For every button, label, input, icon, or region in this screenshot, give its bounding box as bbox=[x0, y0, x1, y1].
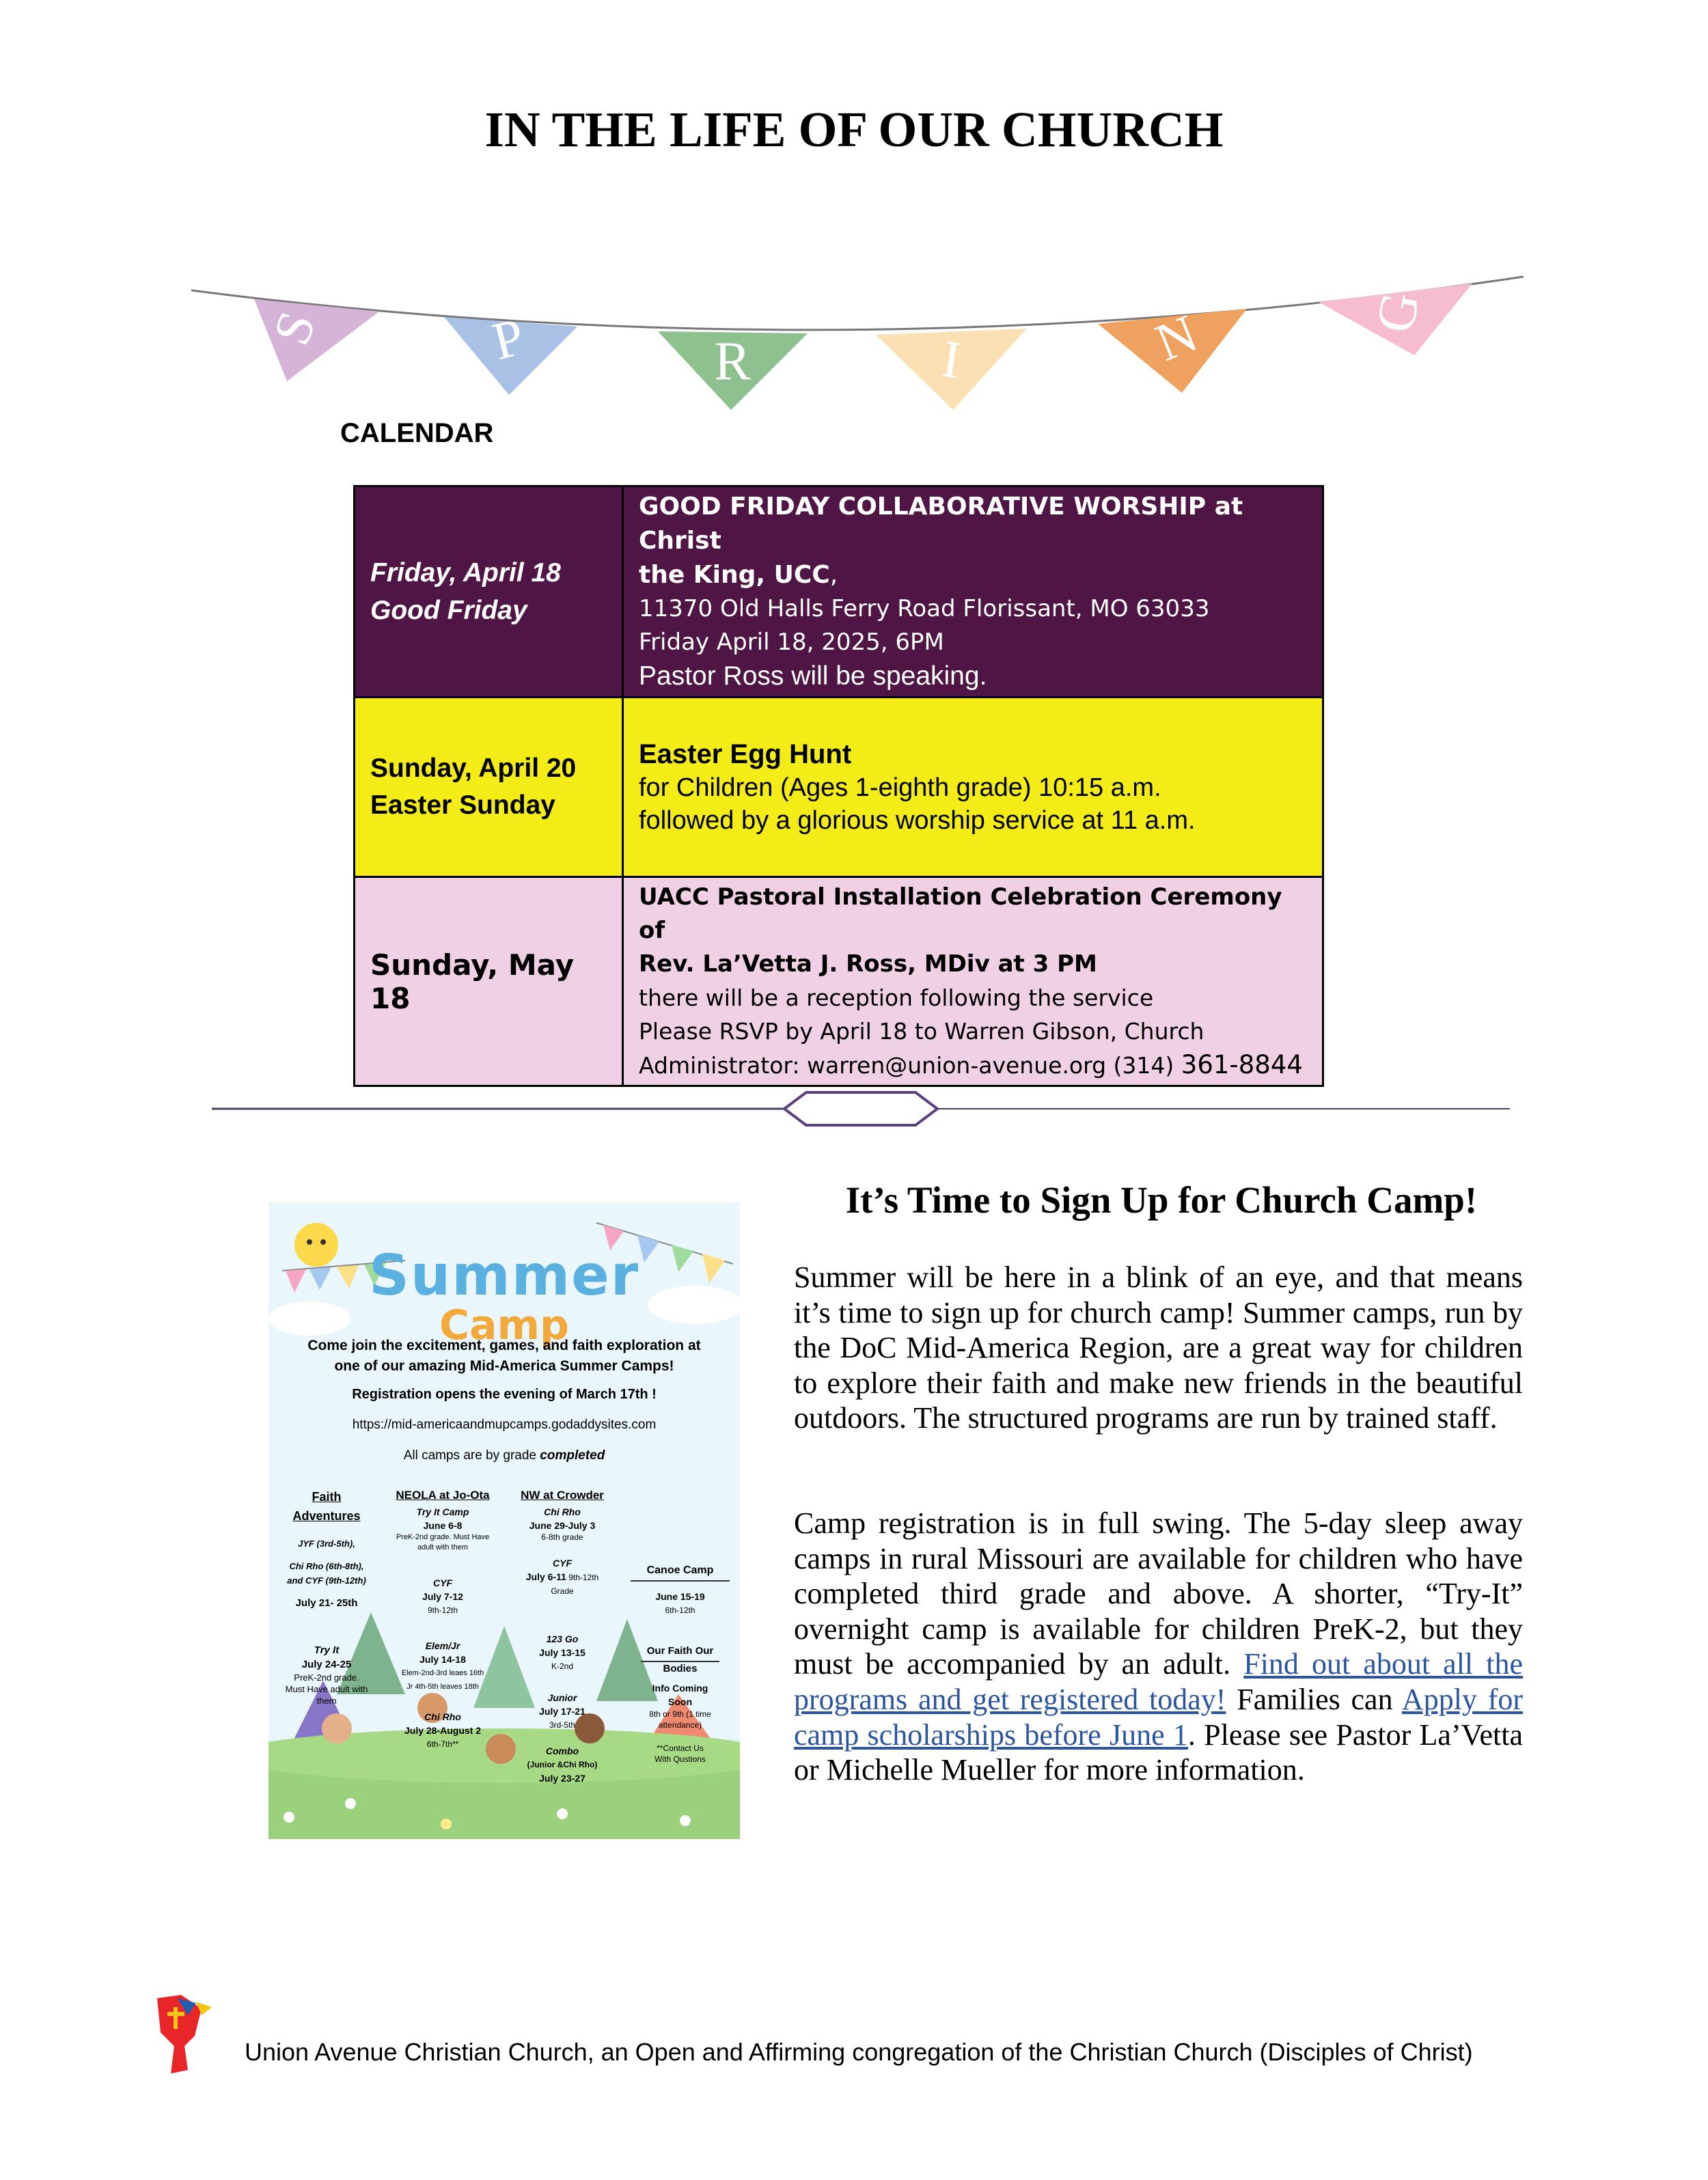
child-figure bbox=[322, 1713, 352, 1743]
table-row bbox=[355, 486, 1323, 698]
event-address: 11370 Old Halls Ferry Road Florissant, MO 63033 bbox=[639, 595, 1210, 622]
event-note: Pastor Ross will be speaking. bbox=[639, 661, 987, 691]
event-detail: for Children (Ages 1-eighth grade) 10:15 a.m. bbox=[639, 773, 1161, 802]
flower bbox=[441, 1819, 452, 1830]
pennant-s bbox=[254, 299, 379, 381]
event-day-name: Good Friday bbox=[370, 596, 527, 625]
pennant-letter-g: G bbox=[1364, 288, 1431, 337]
table-row bbox=[355, 698, 1323, 877]
camp-paragraph-intro: Summer will be here in a blink of an eye, and that means it’s time to sign up for church camp! Summer camps, run by the DoC Mid-America Region, are a great way for children to explore their faith and make new friends in the beautiful outdoors. The structured programs are run by trained staff. bbox=[794, 1260, 1523, 1435]
event-title: Rev. La’Vetta J. Ross, MDiv at 3 PM bbox=[639, 950, 1097, 978]
chalice-logo-icon bbox=[154, 1995, 222, 2077]
event-date-cell bbox=[355, 698, 623, 877]
calendar-table bbox=[353, 485, 1324, 1087]
table-row bbox=[355, 877, 1323, 1086]
event-title: the King, UCC, bbox=[639, 561, 838, 589]
flower bbox=[284, 1812, 294, 1823]
camp-registration-link[interactable]: Find out about all the programs and get registered today! bbox=[794, 1647, 1523, 1716]
flyer-title-summer: Summer bbox=[368, 1243, 640, 1308]
flyer-title-camp: Camp bbox=[439, 1301, 569, 1349]
pennant-i bbox=[876, 329, 1027, 410]
section-divider bbox=[212, 1086, 1510, 1127]
camp-scholarship-link[interactable]: Apply for camp scholarships before June 1 bbox=[794, 1682, 1523, 1752]
calendar-label: CALENDAR bbox=[340, 418, 494, 448]
event-detail: followed by a glorious worship service at 11 a.m. bbox=[639, 806, 1196, 835]
flower bbox=[680, 1815, 691, 1826]
pennant-g bbox=[1319, 284, 1472, 355]
event-detail-cell bbox=[623, 486, 1323, 698]
footer-text: Union Avenue Christian Church, an Open and Affirming congregation of the Christian Church (Disciples of Christ) bbox=[245, 2038, 1473, 2066]
flyer-col-faith-adventures: Faith Adventures JYF (3rd-5th), Chi Rho (6th-8th), and CYF (9th-12th) July 21- 25th Try It July 24-25 PreK-2nd grade. Must Have adult with them bbox=[285, 1490, 368, 1706]
event-title: GOOD FRIDAY COLLABORATIVE WORSHIP at Christ bbox=[639, 493, 1243, 555]
event-date-cell bbox=[355, 486, 623, 698]
camp-paragraph-registration: Camp registration is in full swing. The 5-day sleep away camps in rural Missouri are available for children who have completed third grade and above. A shorter, “Try-It” overnight camp is available for children PreK-2, but they must be accompanied by an adult. Find out about all the programs and get registered today! Families can Apply for camp scholarships before June 1. Please see Pastor La’Vetta or Michelle Mueller for more information. bbox=[794, 1506, 1523, 1787]
flower bbox=[557, 1808, 568, 1819]
event-detail: there will be a reception following the service bbox=[639, 984, 1154, 1011]
pennant-p bbox=[444, 306, 577, 395]
summer-camp-flyer bbox=[268, 1202, 740, 1839]
event-title: Easter Egg Hunt bbox=[639, 739, 852, 769]
logo-red-cup bbox=[157, 1995, 202, 2073]
flyer-url: https://mid-americaandmupcamps.godaddysites.com bbox=[352, 1418, 657, 1432]
event-contact: Administrator: warren@union-avenue.org (314) 361-8844 bbox=[639, 1050, 1303, 1079]
event-date: Sunday, April 20 bbox=[370, 754, 577, 783]
flyer-intro: Come join the excitement, games, and faith exploration at bbox=[307, 1338, 701, 1353]
event-day-name: Easter Sunday bbox=[370, 790, 555, 820]
flyer-registration: Registration opens the evening of March 17th ! bbox=[352, 1387, 657, 1402]
pennant-letter-i: I bbox=[938, 328, 965, 390]
pennant-letter-s: S bbox=[260, 303, 327, 353]
pennant-r bbox=[658, 331, 808, 410]
event-date: Friday, April 18 bbox=[370, 558, 561, 588]
flyer-col-nw-crowder: NW at Crowder Chi Rho June 29-July 3 6-8th grade CYF July 6-11 9th-12th Grade 123 Go July 13-15 K-2nd Junior July 17-21 3rd-5th Combo (Junior &Chi Rho) July 23-27 bbox=[521, 1489, 604, 1784]
event-detail-cell bbox=[623, 877, 1323, 1086]
flyer-col-canoe: Canoe Camp June 15-19 6th-12th Our Faith Our Bodies Info Coming Soon 8th or 9th (1 time attendance) **Contact Us With Qustions bbox=[631, 1561, 730, 1765]
pennant-n bbox=[1098, 303, 1247, 393]
event-date-cell bbox=[355, 877, 623, 1086]
page-title: IN THE LIFE OF OUR CHURCH bbox=[484, 102, 1224, 157]
event-detail-cell bbox=[623, 698, 1323, 877]
flyer-col-neola: NEOLA at Jo-Ota Try It Camp June 6-8 PreK-2nd grade. Must Have adult with them CYF July 7-12 9th-12th Elem/Jr July 14-18 Elem-2nd-3rd leaes 16th Jr 4th-5th leaves 18th Chi Rho July 28-August 2 6th-7th** bbox=[396, 1489, 490, 1749]
pennant-letter-n: N bbox=[1147, 303, 1206, 373]
pennant-letter-p: P bbox=[486, 306, 530, 372]
event-time: Friday April 18, 2025, 6PM bbox=[639, 629, 944, 656]
flower bbox=[345, 1798, 356, 1809]
event-title: UACC Pastoral Installation Celebration Ceremony of bbox=[639, 883, 1282, 944]
spring-banner bbox=[191, 266, 1524, 424]
pennant-letter-r: R bbox=[714, 331, 751, 391]
camp-section-heading: It’s Time to Sign Up for Church Camp! bbox=[845, 1179, 1478, 1221]
flyer-grade-note: All camps are by grade completed bbox=[403, 1448, 605, 1463]
event-date: Sunday, May 18 bbox=[370, 948, 575, 1015]
event-detail: Please RSVP by April 18 to Warren Gibson, Church bbox=[639, 1018, 1204, 1045]
divider-hexagon bbox=[784, 1092, 937, 1125]
flyer-intro: one of our amazing Mid-America Summer Camps! bbox=[334, 1358, 674, 1374]
